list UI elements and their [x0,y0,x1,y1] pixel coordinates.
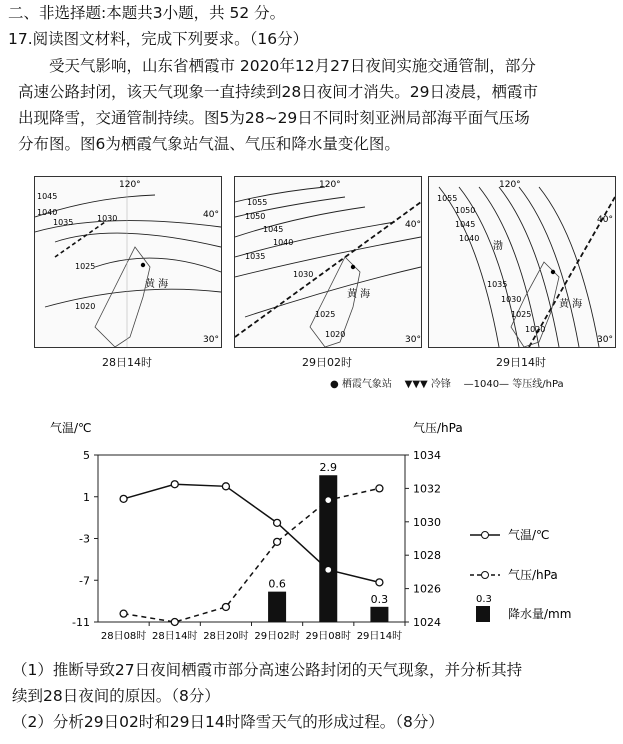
x-tick-label: 28日20时 [203,631,249,642]
svg-text:1020: 1020 [325,330,346,339]
map-caption-1: 28日14时 [102,356,152,369]
pressure-point [171,619,178,626]
temperature-point [171,481,178,488]
temperature-point [222,483,229,490]
right-tick-label: 1024 [413,616,441,629]
svg-text:1045: 1045 [455,220,476,229]
x-tick-label: 28日14时 [152,631,198,642]
svg-text:1035: 1035 [245,252,266,261]
right-tick-label: 1026 [413,582,441,596]
map-caption-3: 29日14时 [496,356,546,369]
svg-text:1020: 1020 [525,325,546,334]
paragraph-line-4: 分布图。图6为栖霞气象站气温、气压和降水量变化图。 [18,135,400,153]
left-tick-label: -7 [79,574,90,588]
precip-label: 2.9 [319,461,337,475]
map-legend [330,375,564,390]
figure-5-maps [34,176,613,394]
right-tick-label: 1032 [413,482,441,496]
x-tick-label: 29日02时 [254,631,300,642]
x-tick-label: 29日14时 [356,631,403,642]
pressure-point [274,538,281,545]
svg-text:1040: 1040 [459,234,480,243]
question-1-line-2: 续到28日夜间的原因。（8分） [12,687,220,705]
section-header: 二、非选择题:本题共3小题，共 52 分。 [8,4,286,22]
svg-text:120°: 120° [319,180,341,190]
left-tick-label: -11 [72,616,90,629]
svg-text:120°: 120° [499,180,521,190]
right-tick-label: 1028 [413,549,441,563]
precip-label: 0.3 [370,592,389,606]
pressure-point [222,603,229,610]
svg-text:40°: 40° [405,220,421,230]
map-29-02 [234,176,422,348]
legend-cold-front: 冷锋 [430,379,451,390]
pressure-line [124,488,380,622]
paragraph-line-1: 受天气影响，山东省栖霞市 2020年12月27日夜间实施交通管制，部分 [49,57,536,75]
temperature-line [124,484,380,582]
svg-text:30°: 30° [597,335,613,345]
svg-text:1055: 1055 [437,194,458,203]
right-tick-label: 1034 [413,449,441,462]
pressure-point [325,497,332,504]
temperature-point [325,566,332,573]
svg-text:1045: 1045 [37,192,58,201]
plot-frame [98,455,405,622]
right-axis-label: 气压/hPa [413,421,463,435]
left-tick-label: -3 [79,532,90,546]
question-2: （2）分析29日02时和29日14时降雪天气的形成过程。（8分） [12,713,444,731]
legend-precip-box [476,606,490,622]
legend-temp-label: 气温/℃ [508,528,550,542]
precip-bar [370,607,388,622]
legend-pressure-marker [482,572,489,579]
temperature-point [274,519,281,526]
temperature-point [120,495,127,502]
svg-text:1055: 1055 [247,198,268,207]
precip-label: 0.6 [268,577,286,591]
question-1-line-1: （1）推断导致27日夜间栖霞市部分高速公路封闭的天气现象，并分析其持 [12,661,523,679]
svg-text:1020: 1020 [75,302,96,311]
map1-lon-label: 120° [119,180,141,190]
pressure-point [376,485,383,492]
map-29-14 [428,176,616,348]
map3-land-label: 渤 [493,241,503,252]
pressure-point [120,610,127,617]
svg-text:1035: 1035 [487,280,508,289]
svg-text:1025: 1025 [75,262,96,271]
left-tick-label: 5 [83,449,90,462]
x-tick-label: 29日08时 [305,631,351,642]
svg-text:40°: 40° [597,215,613,225]
temperature-point [376,579,383,586]
svg-text:30°: 30° [405,335,421,345]
svg-text:1050: 1050 [455,206,476,215]
legend-pressure-label: 气压/hPa [508,568,558,582]
map1-lat-40: 40° [203,210,219,220]
paragraph-line-2: 高速公路封闭，该天气现象一直持续到28日夜间才消失。29日凌晨，栖霞市 [18,83,538,101]
legend-station: ● 栖霞气象站 [330,379,392,390]
svg-text:1040: 1040 [273,238,294,247]
svg-text:1045: 1045 [263,225,284,234]
svg-text:1025: 1025 [511,310,532,319]
legend-isobar: —1040— 等压线/hPa [463,379,564,390]
left-axis-label: 气温/℃ [50,421,92,435]
legend-precip-sample: 0.3 [476,594,492,605]
map-caption-2: 29日02时 [302,356,352,369]
question-title: 17.阅读图文材料，完成下列要求。（16分） [8,30,309,48]
legend-cold-front-icon: ▼▼▼ [404,379,428,390]
legend-precip-label: 降水量/mm [508,607,572,621]
right-tick-label: 1030 [413,515,441,529]
svg-text:1030: 1030 [293,270,314,279]
left-tick-label: 1 [83,490,90,504]
map1-lat-30: 30° [203,335,219,345]
map1-sea-label: 黄 海 [145,279,169,290]
svg-text:1050: 1050 [245,212,266,221]
paragraph-line-3: 出现降雪，交通管制持续。图5为28~29日不同时刻亚洲局部海平面气压场 [18,109,530,127]
figure-6-chart [50,410,610,655]
x-tick-label: 28日08时 [100,631,147,642]
precip-bar [268,592,286,622]
svg-text:1040: 1040 [37,208,58,217]
svg-text:1035: 1035 [53,218,74,227]
legend-temp-marker [482,532,489,539]
svg-text:1030: 1030 [501,295,522,304]
map-28-14 [34,176,222,348]
svg-text:1030: 1030 [97,214,118,223]
svg-text:1025: 1025 [315,310,336,319]
svg-text:黄 海: 黄 海 [559,299,583,310]
svg-text:黄 海: 黄 海 [347,289,371,300]
